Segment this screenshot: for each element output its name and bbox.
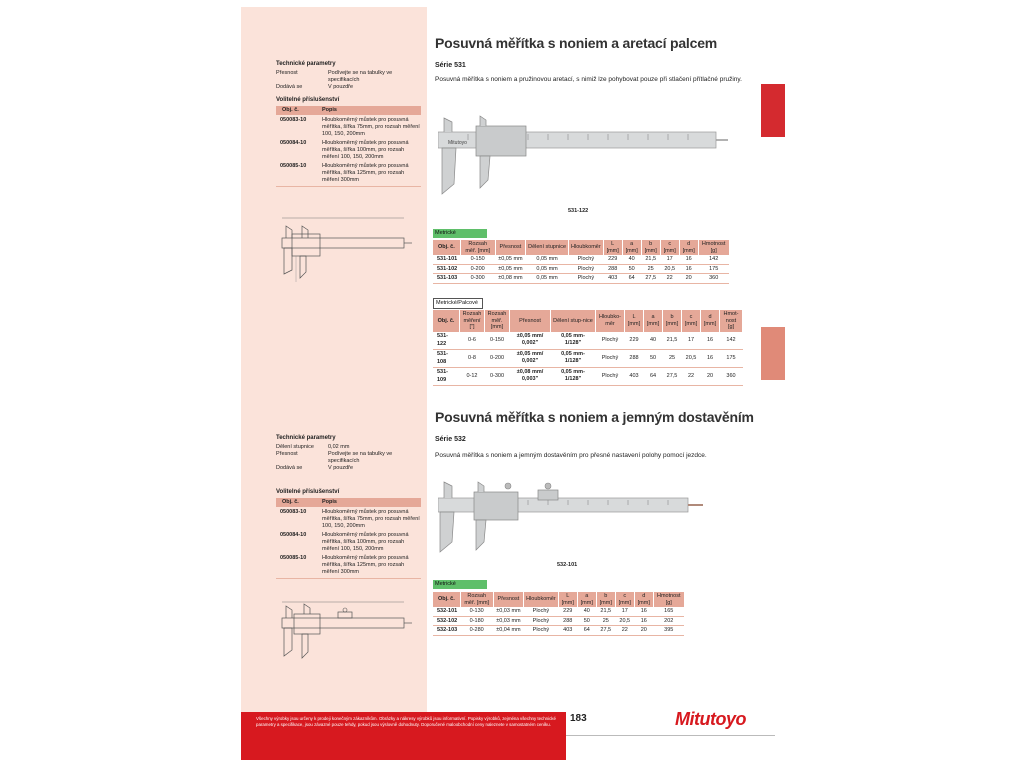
accessory-desc: Hloubkoměrný můstek pro posuvná měřítka, šířka 100mm, pro rozsah měření 100, 150, 200mm [322, 532, 409, 552]
table-cell: Plochý [524, 616, 559, 626]
table-cell: ±0,04 mm [493, 626, 523, 636]
table-cell: 175 [720, 349, 743, 367]
table-cell: ±0,08 mm [495, 274, 525, 284]
table-cell: 0,05 mm- 1/128" [551, 349, 596, 367]
accessory-row [276, 117, 421, 138]
accessories-2 [276, 489, 421, 579]
table-cell: 20 [634, 626, 653, 636]
table-header: Hloubkoměr [524, 592, 559, 607]
table-cell: 21,5 [663, 332, 682, 350]
accessory-row [276, 509, 421, 530]
table-row [433, 367, 743, 385]
table-cell: ±0,05 mm/ 0,002" [510, 332, 551, 350]
table-cell: 0-200 [460, 264, 495, 274]
table-cell: 403 [625, 367, 644, 385]
section-title: Posuvná měřítka s noniem a aretací palcem [435, 35, 718, 51]
spec-table-metric-inch [433, 310, 743, 386]
footer-disclaimer: Všechny výrobky jsou určeny k prodeji konečným zákazníkům. Obrázky a nákresy výrobků jsou informativní. Popisky výrobků, zejména všechny technické parametry a specifikace, jsou závazné pouze tehdy, pokud jsou výslovně dohodnuty. Doporučené maloobchodní ceny naleznete v samostatném ceníku. [256, 716, 556, 727]
tech-param-value: Podívejte se na tabulky ve specifikacích [328, 70, 393, 83]
table-cell: 64 [577, 626, 596, 636]
tech-params-2 [276, 435, 421, 472]
accessory-row [276, 532, 421, 553]
tech-param-key: Dodává se [276, 84, 303, 90]
table-cell: Plochý [569, 255, 604, 264]
table-cell: 17 [615, 607, 634, 616]
table-cell: 0-12 [460, 367, 485, 385]
table-cell: 531-103 [433, 274, 460, 284]
table-cell: 27,5 [663, 367, 682, 385]
accessories-col-code: Obj. č. [282, 499, 299, 505]
table-cell: 288 [558, 616, 577, 626]
table-cell: 0,05 mm- 1/128" [551, 367, 596, 385]
table-header-row [433, 240, 729, 255]
section-tab-light [761, 327, 785, 380]
accessory-desc: Hloubkoměrný můstek pro posuvná měřítka, šířka 75mm, pro rozsah měření 100, 150, 200mm [322, 117, 420, 137]
table-cell: 16 [634, 616, 653, 626]
table-header: Hmot-nost [g] [720, 310, 743, 332]
table-cell: 40 [644, 332, 663, 350]
section-description: Posuvná měřítka s noniem a jemným dostavěním pro přesné nastavení polohy pomocí jezdce. [435, 452, 707, 459]
tech-param-value: V pouzdře [328, 465, 354, 471]
table-cell: 165 [653, 607, 684, 616]
table-cell: 142 [698, 255, 729, 264]
accessory-code: 050083-10 [280, 117, 307, 123]
table-row [433, 332, 743, 350]
table-cell: 531-101 [433, 255, 460, 264]
table-cell: 25 [596, 616, 615, 626]
table-header: Přesnost [495, 240, 525, 255]
accessories-col-code: Obj. č. [282, 107, 299, 113]
table-cell: 21,5 [641, 255, 660, 264]
table-cell: 0-6 [460, 332, 485, 350]
table-header: L [mm] [625, 310, 644, 332]
tech-param-key: Dělení stupnice [276, 444, 314, 450]
table-cell: ±0,03 mm [493, 607, 523, 616]
caliper-drawing-icon [272, 212, 412, 287]
table-cell: 0,05 mm [526, 274, 569, 284]
table-cell: Plochý [569, 274, 604, 284]
tech-param-value: 0,02 mm [328, 444, 350, 450]
table-header: d [mm] [701, 310, 720, 332]
table-cell: 532-101 [433, 607, 460, 616]
tech-param-key: Přesnost [276, 70, 298, 76]
image-caption: 532-101 [557, 562, 578, 568]
tech-param-row [276, 465, 421, 472]
table-cell: 64 [644, 367, 663, 385]
table-header: Dělení stup-nice [551, 310, 596, 332]
page-number: 183 [570, 713, 587, 724]
table-cell: 20 [701, 367, 720, 385]
tech-param-row [276, 444, 421, 451]
table-header: a [mm] [644, 310, 663, 332]
section-description: Posuvná měřítka s noniem a pružinovou aretací, s nimiž lze pohybovat pouze při stlačení přítlačné pružiny. [435, 76, 742, 83]
table-row [433, 255, 729, 264]
table-cell: 0-150 [485, 332, 510, 350]
table-cell: 532-102 [433, 616, 460, 626]
table-cell: 0,05 mm [526, 264, 569, 274]
table-cell: Plochý [524, 607, 559, 616]
table-header: b [mm] [596, 592, 615, 607]
table-cell: 288 [625, 349, 644, 367]
caliper-532-photo-icon [438, 472, 703, 557]
table-cell: 40 [622, 255, 641, 264]
table-header: L [mm] [603, 240, 622, 255]
section-title: Posuvná měřítka s noniem a jemným dostavěním [435, 409, 754, 425]
table-cell: ±0,03 mm [493, 616, 523, 626]
tech-params-heading: Technické parametry [276, 61, 336, 67]
table-cell: 403 [558, 626, 577, 636]
table-cell: Plochý [596, 332, 625, 350]
table-header: L [mm] [558, 592, 577, 607]
image-caption: 531-122 [568, 208, 589, 214]
accessory-desc: Hloubkoměrný můstek pro posuvná měřítka, šířka 75mm, pro rozsah měření 100, 150, 200mm [322, 509, 420, 529]
divider [276, 186, 421, 187]
table-cell: 27,5 [641, 274, 660, 284]
accessories-heading: Volitelné příslušenství [276, 489, 340, 495]
table-header: Hmotnost [g] [698, 240, 729, 255]
accessory-desc: Hloubkoměrný můstek pro posuvná měřítka, šířka 125mm, pro rozsah měření 300mm [322, 555, 409, 575]
table-cell: 0-300 [485, 367, 510, 385]
table-cell: 64 [622, 274, 641, 284]
table-row [433, 349, 743, 367]
section-tab-dark [761, 84, 785, 137]
table-header: c [mm] [682, 310, 701, 332]
table-header: d [mm] [679, 240, 698, 255]
table-cell: 229 [625, 332, 644, 350]
table-header: a [mm] [622, 240, 641, 255]
accessories-1 [276, 97, 421, 187]
table-cell: 360 [698, 274, 729, 284]
table-header-row [433, 310, 743, 332]
table-cell: 50 [622, 264, 641, 274]
tech-param-value: Podívejte se na tabulky ve specifikacích [328, 451, 393, 464]
table-header: Přesnost [510, 310, 551, 332]
caliper-fine-adjust-drawing-icon [272, 596, 412, 664]
accessories-heading: Volitelné příslušenství [276, 97, 340, 103]
table-header: Rozsah měř. [mm] [485, 310, 510, 332]
series-label: Série 532 [435, 436, 466, 443]
table-cell: 22 [615, 626, 634, 636]
table-row [433, 264, 729, 274]
accessories-col-desc: Popis [322, 107, 337, 113]
table-cell: 531-108 [433, 349, 460, 367]
accessory-row [276, 163, 421, 184]
accessory-code: 050083-10 [280, 509, 307, 515]
accessories-col-desc: Popis [322, 499, 337, 505]
accessories-header-row [276, 498, 421, 507]
table-header: Rozsah měření ["] [460, 310, 485, 332]
metric-tag: Metrické [433, 229, 487, 238]
table-cell: 17 [682, 332, 701, 350]
table-cell: 0,05 mm [526, 255, 569, 264]
table-cell: Plochý [569, 264, 604, 274]
accessory-code: 050084-10 [280, 532, 307, 538]
table-header: Rozsah měř. [mm] [460, 592, 493, 607]
table-header-row [433, 592, 684, 607]
table-header: Obj. č. [433, 240, 460, 255]
svg-text:Mitutoyo: Mitutoyo [448, 140, 467, 146]
caliper-531-photo-icon [438, 110, 728, 200]
table-header: c [mm] [660, 240, 679, 255]
table-row [433, 274, 729, 284]
table-cell: ±0,05 mm [495, 264, 525, 274]
table-cell: 27,5 [596, 626, 615, 636]
brand-logo: Mitutoyo [675, 709, 746, 729]
table-cell: 22 [682, 367, 701, 385]
table-header: Obj. č. [433, 310, 460, 332]
table-header: b [mm] [641, 240, 660, 255]
table-header: c [mm] [615, 592, 634, 607]
table-header: Hloubko-měr [596, 310, 625, 332]
table-row [433, 626, 684, 636]
table-cell: 0-180 [460, 616, 493, 626]
table-header: Rozsah měř. [mm] [460, 240, 495, 255]
table-header: Hmotnost [g] [653, 592, 684, 607]
table-cell: 16 [679, 264, 698, 274]
table-cell: 25 [641, 264, 660, 274]
table-cell: 16 [679, 255, 698, 264]
table-cell: 50 [577, 616, 596, 626]
table-cell: 531-109 [433, 367, 460, 385]
tech-param-row [276, 451, 421, 465]
table-row [433, 616, 684, 626]
table-cell: ±0,05 mm/ 0,002" [510, 349, 551, 367]
table-cell: 40 [577, 607, 596, 616]
table-cell: 0-8 [460, 349, 485, 367]
tech-param-key: Přesnost [276, 451, 298, 457]
metric-tag: Metrické [433, 580, 487, 589]
accessory-row [276, 555, 421, 576]
table-cell: 142 [720, 332, 743, 350]
table-cell: ±0,08 mm/ 0,003" [510, 367, 551, 385]
table-cell: 0-150 [460, 255, 495, 264]
tech-params-heading: Technické parametry [276, 435, 336, 441]
table-cell: 0-300 [460, 274, 495, 284]
table-cell: 17 [660, 255, 679, 264]
table-header: Hloubkoměr [569, 240, 604, 255]
table-cell: 21,5 [596, 607, 615, 616]
table-header: a [mm] [577, 592, 596, 607]
table-cell: 360 [720, 367, 743, 385]
table-cell: 16 [701, 332, 720, 350]
accessory-code: 050085-10 [280, 163, 307, 169]
table-cell: 288 [603, 264, 622, 274]
table-cell: 0-280 [460, 626, 493, 636]
accessory-row [276, 140, 421, 161]
table-cell: 403 [603, 274, 622, 284]
table-cell: 20,5 [615, 616, 634, 626]
accessory-desc: Hloubkoměrný můstek pro posuvná měřítka, šířka 100mm, pro rozsah měření 100, 150, 200mm [322, 140, 409, 160]
tech-param-row [276, 70, 421, 84]
table-cell: 531-122 [433, 332, 460, 350]
metric-inch-tag: Metrické/Palcové [433, 298, 483, 309]
table-cell: 20 [679, 274, 698, 284]
table-cell: 175 [698, 264, 729, 274]
accessory-code: 050085-10 [280, 555, 307, 561]
accessories-header-row [276, 106, 421, 115]
table-cell: 0-200 [485, 349, 510, 367]
table-cell: 16 [634, 607, 653, 616]
table-cell: Plochý [524, 626, 559, 636]
series-label: Série 531 [435, 62, 466, 69]
table-header: Dělení stupnice [526, 240, 569, 255]
tech-params-1 [276, 61, 421, 91]
tech-param-key: Dodává se [276, 465, 303, 471]
table-cell: 20,5 [682, 349, 701, 367]
table-cell: 532-103 [433, 626, 460, 636]
table-cell: 395 [653, 626, 684, 636]
tech-param-row [276, 84, 421, 91]
spec-table-metric [433, 240, 730, 284]
table-cell: Plochý [596, 349, 625, 367]
table-cell: 229 [603, 255, 622, 264]
tech-param-value: V pouzdře [328, 84, 354, 90]
table-cell: 229 [558, 607, 577, 616]
table-cell: 50 [644, 349, 663, 367]
table-cell: 531-102 [433, 264, 460, 274]
table-cell: 0-130 [460, 607, 493, 616]
table-header: b [mm] [663, 310, 682, 332]
table-cell: 16 [701, 349, 720, 367]
table-header: Přesnost [493, 592, 523, 607]
spec-table-metric-532 [433, 592, 685, 636]
table-row [433, 607, 684, 616]
table-cell: 20,5 [660, 264, 679, 274]
accessory-desc: Hloubkoměrný můstek pro posuvná měřítka, šířka 125mm, pro rozsah měření 300mm [322, 163, 409, 183]
table-cell: 202 [653, 616, 684, 626]
table-header: d [mm] [634, 592, 653, 607]
table-cell: 22 [660, 274, 679, 284]
divider [566, 735, 775, 736]
table-cell: 0,05 mm- 1/128" [551, 332, 596, 350]
table-cell: Plochý [596, 367, 625, 385]
table-cell: ±0,05 mm [495, 255, 525, 264]
accessory-code: 050084-10 [280, 140, 307, 146]
table-cell: 25 [663, 349, 682, 367]
table-header: Obj. č. [433, 592, 460, 607]
divider [276, 578, 421, 579]
